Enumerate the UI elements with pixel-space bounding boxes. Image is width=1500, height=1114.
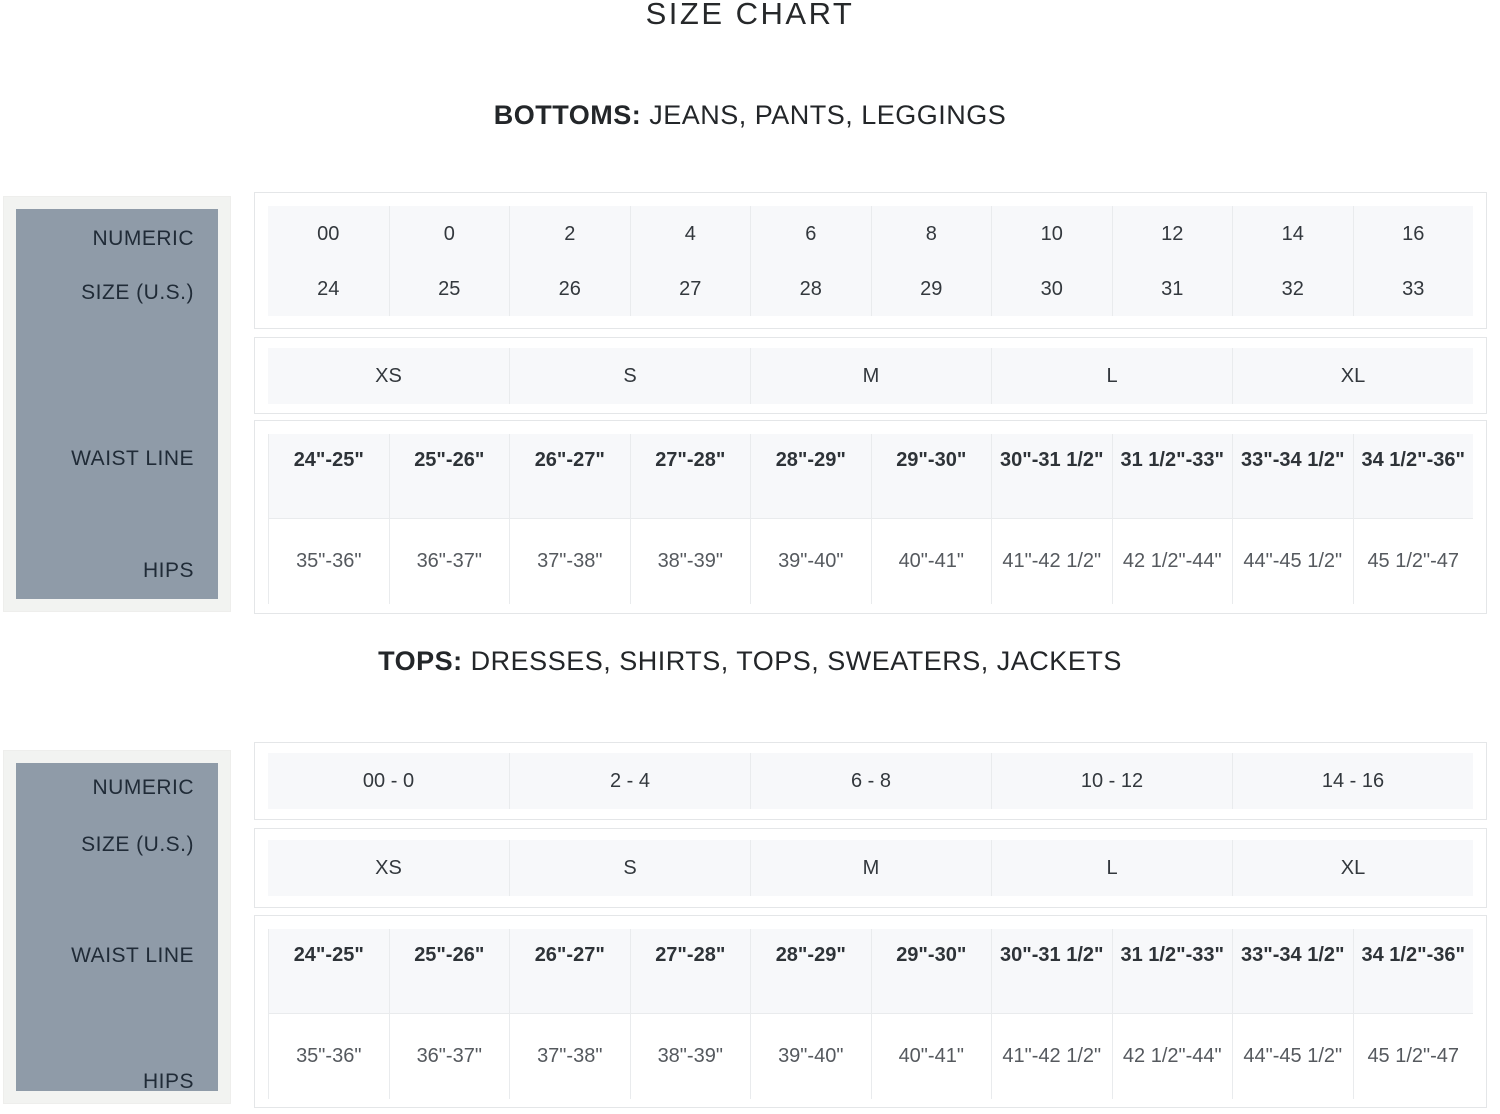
- numeric-size-cell-numeric: 16: [1402, 222, 1425, 245]
- letter-size-cell: XS: [268, 348, 509, 404]
- numeric-range-cell: 00 - 0: [268, 753, 509, 809]
- numeric-size-cell-us-size: 24: [317, 277, 340, 300]
- numeric-size-cell: [871, 206, 992, 316]
- hips-value-cell: 35"-36": [268, 1014, 389, 1099]
- waist-value-cell: 28"-29": [750, 434, 871, 518]
- heading-items-tops: DRESSES, SHIRTS, TOPS, SWEATERS, JACKETS: [462, 646, 1122, 676]
- hips-row: [268, 518, 1473, 604]
- letter-size-block-bottoms: [254, 337, 1487, 414]
- hips-value-cell: 37"-38": [509, 519, 630, 604]
- waist-value-cell: 26"-27": [509, 434, 630, 518]
- waist-value-cell: 25"-26": [389, 929, 510, 1013]
- waist-value-cell: 31 1/2"-33": [1112, 434, 1233, 518]
- hips-value-cell: 36"-37": [389, 519, 510, 604]
- hips-value-cell: 45 1/2"-47: [1353, 1014, 1474, 1099]
- row-labels-panel-bottoms: [3, 196, 231, 612]
- hips-value-cell: 35"-36": [268, 519, 389, 604]
- letter-size-cell: XL: [1232, 348, 1473, 404]
- numeric-size-cell: [630, 206, 751, 316]
- waist-value-cell: 34 1/2"-36": [1353, 434, 1474, 518]
- hips-value-cell: 42 1/2"-44": [1112, 1014, 1233, 1099]
- numeric-range-cell: 10 - 12: [991, 753, 1232, 809]
- waist-value-cell: 33"-34 1/2": [1232, 434, 1353, 518]
- letter-size-block-tops: [254, 828, 1487, 908]
- measurements-block-tops: [254, 915, 1487, 1108]
- numeric-size-cell: [1112, 206, 1233, 316]
- section-bottoms-heading: [0, 100, 1500, 131]
- label-hips: HIPS: [142, 559, 194, 582]
- row-labels-box: [16, 209, 218, 599]
- hips-value-cell: 38"-39": [630, 1014, 751, 1099]
- hips-row: [268, 1013, 1473, 1099]
- label-size-us: SIZE (U.S.): [81, 281, 194, 304]
- numeric-range-row: [268, 753, 1473, 809]
- numeric-range-cell: 14 - 16: [1232, 753, 1473, 809]
- row-labels-panel-tops: [3, 750, 231, 1104]
- waist-value-cell: 28"-29": [750, 929, 871, 1013]
- hips-value-cell: 38"-39": [630, 519, 751, 604]
- hips-value-cell: 39"-40": [750, 519, 871, 604]
- numeric-size-cell-us-size: 26: [558, 277, 581, 300]
- waist-value-cell: 24"-25": [268, 929, 389, 1013]
- waist-line-row: [268, 434, 1473, 518]
- letter-size-cell: S: [509, 348, 750, 404]
- numeric-size-cell: [1232, 206, 1353, 316]
- hips-value-cell: 44"-45 1/2": [1232, 519, 1353, 604]
- numeric-size-cell-us-size: 29: [920, 277, 943, 300]
- waist-value-cell: 29"-30": [871, 434, 992, 518]
- numeric-size-cell-numeric: 2: [564, 222, 576, 245]
- numeric-size-cell: [750, 206, 871, 316]
- numeric-size-block-tops: [254, 742, 1487, 820]
- numeric-range-cell: 2 - 4: [509, 753, 750, 809]
- waist-value-cell: 31 1/2"-33": [1112, 929, 1233, 1013]
- letter-size-cell: L: [991, 348, 1232, 404]
- numeric-size-cell-numeric: 0: [443, 222, 455, 245]
- numeric-size-cell-us-size: 25: [438, 277, 461, 300]
- measurements-rows: [268, 434, 1473, 604]
- waist-value-cell: 25"-26": [389, 434, 510, 518]
- section-tops-heading: [0, 646, 1500, 677]
- label-size-us: SIZE (U.S.): [81, 833, 194, 856]
- label-numeric: NUMERIC: [92, 776, 194, 799]
- waist-value-cell: 27"-28": [630, 434, 751, 518]
- numeric-size-cell-us-size: 32: [1281, 277, 1304, 300]
- numeric-size-cell-us-size: 33: [1402, 277, 1425, 300]
- hips-value-cell: 41"-42 1/2": [991, 1014, 1112, 1099]
- letter-size-cell: L: [991, 840, 1232, 896]
- letter-size-cell: M: [750, 348, 991, 404]
- numeric-size-cell-us-size: 31: [1161, 277, 1184, 300]
- page-title: SIZE CHART: [645, 0, 855, 31]
- numeric-size-cell-numeric: 14: [1281, 222, 1304, 245]
- numeric-size-cell: [1353, 206, 1474, 316]
- numeric-size-cell-numeric: 6: [805, 222, 817, 245]
- numeric-size-cell-us-size: 27: [679, 277, 702, 300]
- numeric-size-cell: [509, 206, 630, 316]
- numeric-size-block-bottoms: [254, 192, 1487, 329]
- waist-value-cell: 30"-31 1/2": [991, 434, 1112, 518]
- label-waist-line: WAIST LINE: [71, 447, 194, 470]
- waist-line-row: [268, 929, 1473, 1013]
- numeric-size-cell: [268, 206, 389, 316]
- hips-value-cell: 37"-38": [509, 1014, 630, 1099]
- numeric-size-cell-numeric: 00: [317, 222, 340, 245]
- letter-size-cell: XL: [1232, 840, 1473, 896]
- hips-value-cell: 44"-45 1/2": [1232, 1014, 1353, 1099]
- waist-value-cell: 30"-31 1/2": [991, 929, 1112, 1013]
- hips-value-cell: 41"-42 1/2": [991, 519, 1112, 604]
- hips-value-cell: 36"-37": [389, 1014, 510, 1099]
- waist-value-cell: 24"-25": [268, 434, 389, 518]
- hips-value-cell: 39"-40": [750, 1014, 871, 1099]
- waist-value-cell: 34 1/2"-36": [1353, 929, 1474, 1013]
- letter-size-cell: S: [509, 840, 750, 896]
- measurements-block-bottoms: [254, 420, 1487, 614]
- waist-value-cell: 26"-27": [509, 929, 630, 1013]
- heading-category-bottoms: BOTTOMS:: [493, 100, 642, 130]
- letter-size-row: [268, 840, 1473, 896]
- numeric-size-cell-numeric: 8: [925, 222, 937, 245]
- numeric-size-cell-numeric: 12: [1161, 222, 1184, 245]
- row-labels-box: [16, 763, 218, 1091]
- letter-size-cell: M: [750, 840, 991, 896]
- letter-size-row: [268, 348, 1473, 403]
- heading-items-bottoms: JEANS, PANTS, LEGGINGS: [641, 100, 1007, 130]
- hips-value-cell: 40"-41": [871, 519, 992, 604]
- label-hips: HIPS: [142, 1070, 194, 1093]
- label-waist-line: WAIST LINE: [71, 944, 194, 967]
- numeric-size-cell: [389, 206, 510, 316]
- letter-size-cell: XS: [268, 840, 509, 896]
- measurements-rows: [268, 929, 1473, 1098]
- heading-category-tops: TOPS:: [378, 646, 463, 676]
- label-numeric: NUMERIC: [92, 227, 194, 250]
- numeric-size-cell-numeric: 4: [684, 222, 696, 245]
- numeric-range-cell: 6 - 8: [750, 753, 991, 809]
- hips-value-cell: 42 1/2"-44": [1112, 519, 1233, 604]
- hips-value-cell: 40"-41": [871, 1014, 992, 1099]
- waist-value-cell: 33"-34 1/2": [1232, 929, 1353, 1013]
- numeric-size-cell-us-size: 28: [799, 277, 822, 300]
- waist-value-cell: 29"-30": [871, 929, 992, 1013]
- hips-value-cell: 45 1/2"-47: [1353, 519, 1474, 604]
- numeric-size-cell: [991, 206, 1112, 316]
- waist-value-cell: 27"-28": [630, 929, 751, 1013]
- numeric-size-cell-us-size: 30: [1040, 277, 1063, 300]
- numeric-size-row: [268, 206, 1473, 315]
- numeric-size-cell-numeric: 10: [1040, 222, 1063, 245]
